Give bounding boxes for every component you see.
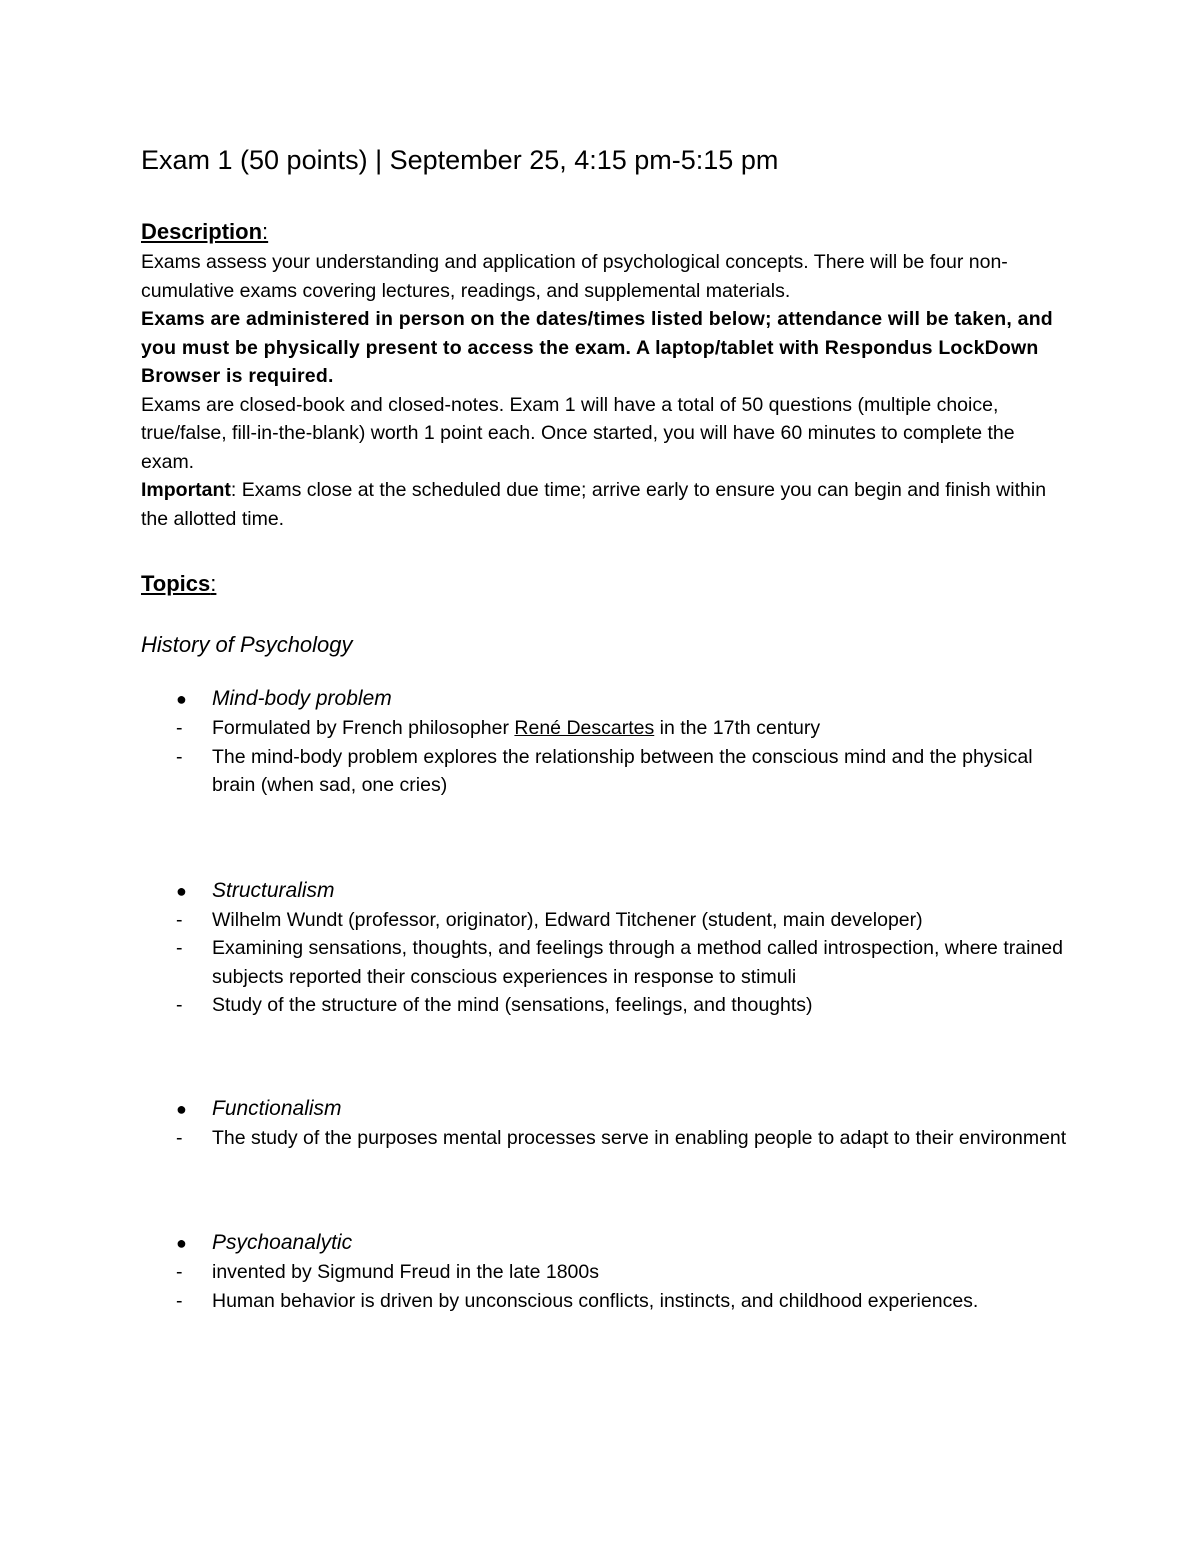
list-item-text: invented by Sigmund Freud in the late 1800s — [212, 1261, 600, 1283]
description-paragraph-2: Exams are closed-book and closed-notes. Exam 1 will have a total of 50 questions (multiple choice, true/false, fill-in-the-blank) worth 1 point each. Once started, you will have 60 minutes to complete the exam. — [141, 393, 1015, 473]
list-item — [141, 1124, 1071, 1153]
dash-marker: - — [176, 1261, 183, 1283]
bullet-icon: ● — [176, 1098, 187, 1119]
list-item-text: Human behavior is driven by unconscious conflicts, instincts, and childhood experiences. — [212, 1289, 979, 1312]
topic-title: Structuralism — [212, 878, 335, 902]
important-text: : Exams close at the scheduled due time; arrive early to ensure you can begin and finish within the allotted time. — [141, 479, 1047, 530]
list-item-text: Formulated by French philosopher — [212, 717, 515, 739]
list-item — [141, 714, 1071, 743]
dash-marker: - — [176, 1289, 183, 1312]
topic-title: Functionalism — [212, 1096, 342, 1120]
description-heading-text: Description — [141, 219, 263, 244]
list-item — [141, 1258, 1071, 1287]
document-page — [141, 138, 1071, 1315]
list-item-text: The mind-body problem explores the relationship between the conscious mind and the physical brain (when sad, one cries) — [212, 745, 1033, 796]
list-item-text: in the 17th century — [654, 717, 821, 739]
topics-heading-text: Topics — [141, 571, 211, 596]
dash-marker: - — [176, 937, 183, 959]
description-heading-colon: : — [262, 219, 269, 244]
description-paragraph-1: Exams assess your understanding and application of psychological concepts. There will be four non-cumulative exams covering lectures, readings, and supplemental materials. — [141, 251, 1008, 302]
topic-structuralism — [141, 876, 1071, 1020]
list-item-text: Study of the structure of the mind (sensations, feelings, and thoughts) — [212, 994, 813, 1016]
topic-title: Psychoanalytic — [212, 1231, 353, 1254]
topic-mind-body-problem — [141, 684, 1071, 800]
dash-marker: - — [176, 1126, 183, 1149]
topic-functionalism — [141, 1094, 1071, 1153]
list-item-text: Wilhelm Wundt (professor, originator), Edward Titchener (student, main developer) — [212, 908, 923, 931]
page-title: Exam 1 (50 points) | September 25, 4:15 pm-5:15 pm — [141, 145, 779, 175]
list-item — [141, 991, 1071, 1020]
topic-title: Mind-body problem — [212, 687, 392, 710]
bullet-icon: ● — [176, 880, 187, 901]
description-heading — [141, 216, 1071, 248]
dash-marker: - — [176, 994, 183, 1016]
topic-heading — [141, 1228, 1071, 1258]
description-bold-paragraph: Exams are administered in person on the dates/times listed below; attendance will be taken, and you must be physically present to access the exam. A laptop/tablet with Respondus LockDown Browser is required. — [141, 308, 1053, 387]
category-heading: History of Psychology — [141, 632, 353, 657]
list-item-text: The study of the purposes mental processes serve in enabling people to adapt to their environment — [212, 1126, 1067, 1149]
list-item — [141, 1287, 1071, 1316]
topic-heading — [141, 1094, 1071, 1124]
topic-heading — [141, 684, 1071, 714]
dash-marker: - — [176, 717, 183, 739]
important-label: Important — [141, 479, 231, 501]
list-item — [141, 906, 1071, 935]
topic-heading — [141, 876, 1071, 906]
list-item-text: Examining sensations, thoughts, and feelings through a method called introspection, where trained subjects reported their conscious experiences in response to stimuli — [212, 937, 1063, 988]
bullet-icon: ● — [176, 689, 187, 709]
topics-heading — [141, 568, 1071, 600]
topics-heading-colon: : — [210, 571, 217, 596]
bullet-icon: ● — [176, 1233, 187, 1253]
important-note — [141, 476, 1071, 533]
list-item — [141, 743, 1071, 800]
rene-descartes-link[interactable]: René Descartes — [514, 717, 655, 739]
dash-marker: - — [176, 745, 183, 768]
dash-marker: - — [176, 908, 183, 931]
topic-psychoanalytic — [141, 1228, 1071, 1315]
list-item — [141, 934, 1071, 991]
